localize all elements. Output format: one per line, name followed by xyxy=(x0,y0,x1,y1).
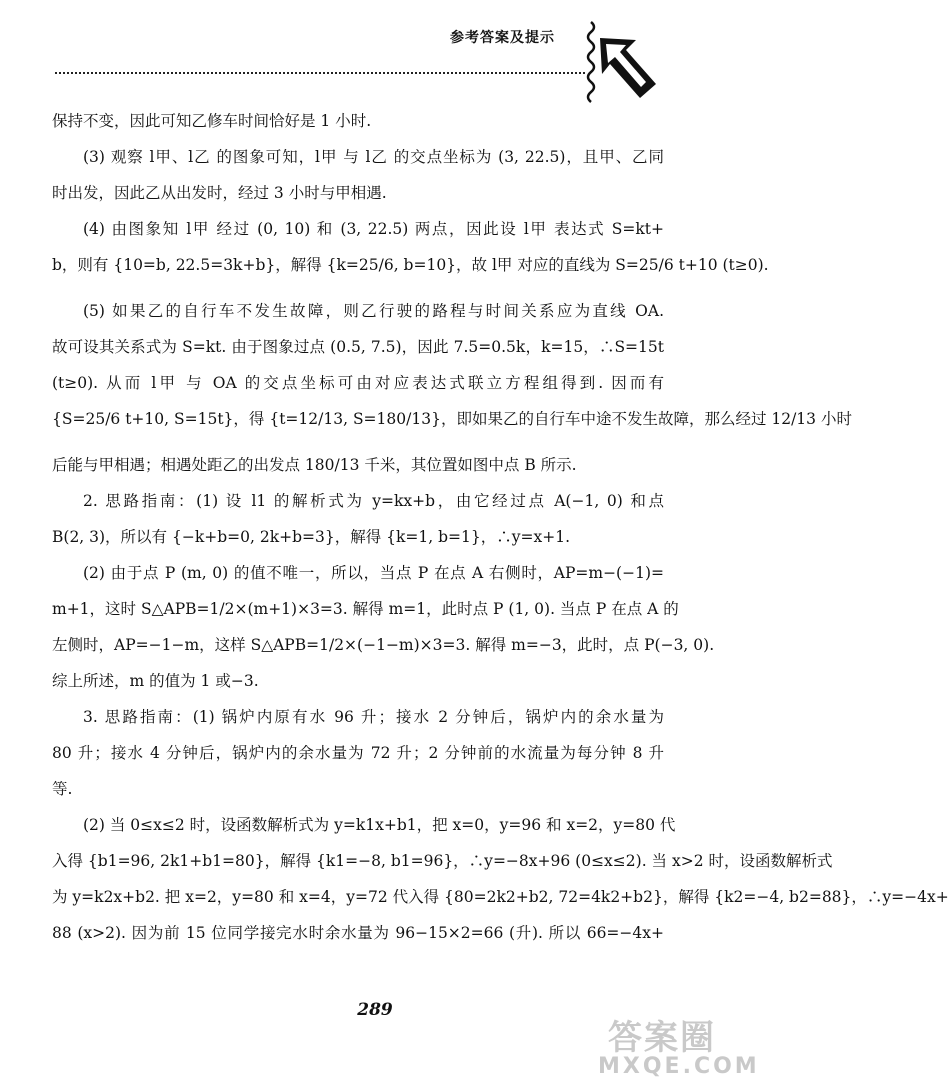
text-line: 等. xyxy=(52,780,73,798)
text-line: 2. 思路指南：(1) 设 l1 的解析式为 y=kx+b，由它经过点 A(−1, 0) 和点 xyxy=(83,492,664,510)
watermark-text: 答案圈 xyxy=(608,1018,716,1058)
text-line: 左侧时，AP=−1−m，这样 S△APB=1/2×(−1−m)×3=3. 解得 m=−3，此时，点 P(−3, 0). xyxy=(52,636,715,654)
text-line: 为 y=k2x+b2. 把 x=2，y=80 和 x=4，y=72 代入得 {80=2k2+b2, 72=4k2+b2}，解得 {k2=−4, b2=88}，∴y=−4x+ xyxy=(52,888,949,906)
text-line: (2) 当 0≤x≤2 时，设函数解析式为 y=k1x+b1，把 x=0，y=96 和 x=2，y=80 代 xyxy=(83,816,676,834)
text-line: 时出发，因此乙从出发时，经过 3 小时与甲相遇. xyxy=(52,184,387,202)
page-number: 289 xyxy=(357,1000,393,1020)
text-line: 故可设其关系式为 S=kt. 由于图象过点 (0.5, 7.5)，因此 7.5=0.5k，k=15，∴S=15t xyxy=(52,338,664,356)
watermark-logo xyxy=(590,1010,760,1086)
watermark-url: MXQE.COM xyxy=(598,1054,760,1079)
text-line: 综上所述，m 的值为 1 或−3. xyxy=(52,672,259,690)
text-line: 3. 思路指南：(1) 锅炉内原有水 96 升；接水 2 分钟后，锅炉内的余水量为 xyxy=(83,708,664,726)
text-line: (3) 观察 l甲、l乙 的图象可知，l甲 与 l乙 的交点坐标为 (3, 22.5)，且甲、乙同 xyxy=(83,148,664,166)
text-line: (t≥0). 从而 l甲 与 OA 的交点坐标可由对应表达式联立方程组得到. 因而有 xyxy=(52,374,664,392)
header-title: 参考答案及提示 xyxy=(450,30,555,46)
text-line: m+1，这时 S△APB=1/2×(m+1)×3=3. 解得 m=1，此时点 P (1, 0). 当点 P 在点 A 的 xyxy=(52,600,679,618)
answer-text xyxy=(52,103,949,951)
text-line: 88 (x>2). 因为前 15 位同学接完水时余水量为 96−15×2=66 (升). 所以 66=−4x+ xyxy=(52,924,664,942)
text-line: 保持不变，因此可知乙修车时间恰好是 1 小时. xyxy=(52,112,372,130)
arrow-up-left-icon xyxy=(596,32,658,102)
text-line: B(2, 3)，所以有 {−k+b=0, 2k+b=3}，解得 {k=1, b=1}，∴y=x+1. xyxy=(52,528,570,546)
text-line: 80 升；接水 4 分钟后，锅炉内的余水量为 72 升；2 分钟前的水流量为每分钟 8 升 xyxy=(52,744,664,762)
dotted-rule xyxy=(55,72,585,74)
text-line: b，则有 {10=b, 22.5=3k+b}，解得 {k=25/6, b=10}，故 l甲 对应的直线为 S=25/6 t+10 (t≥0). xyxy=(52,256,769,274)
page-header xyxy=(0,0,750,110)
text-line: (4) 由图象知 l甲 经过 (0, 10) 和 (3, 22.5) 两点，因此设 l甲 表达式 S=kt+ xyxy=(83,220,664,238)
text-line: 后能与甲相遇；相遇处距乙的出发点 180/13 千米，其位置如图中点 B 所示. xyxy=(52,456,577,474)
text-line: (2) 由于点 P (m, 0) 的值不唯一，所以，当点 P 在点 A 右侧时，AP=m−(−1)= xyxy=(83,564,664,582)
text-line: {S=25/6 t+10, S=15t}，得 {t=12/13, S=180/13}，即如果乙的自行车中途不发生故障，那么经过 12/13 小时 xyxy=(52,410,852,428)
text-line: (5) 如果乙的自行车不发生故障，则乙行驶的路程与时间关系应为直线 OA. xyxy=(83,302,664,320)
text-line: 入得 {b1=96, 2k1+b1=80}，解得 {k1=−8, b1=96}，∴y=−8x+96 (0≤x≤2). 当 x>2 时，设函数解析式 xyxy=(52,852,833,870)
